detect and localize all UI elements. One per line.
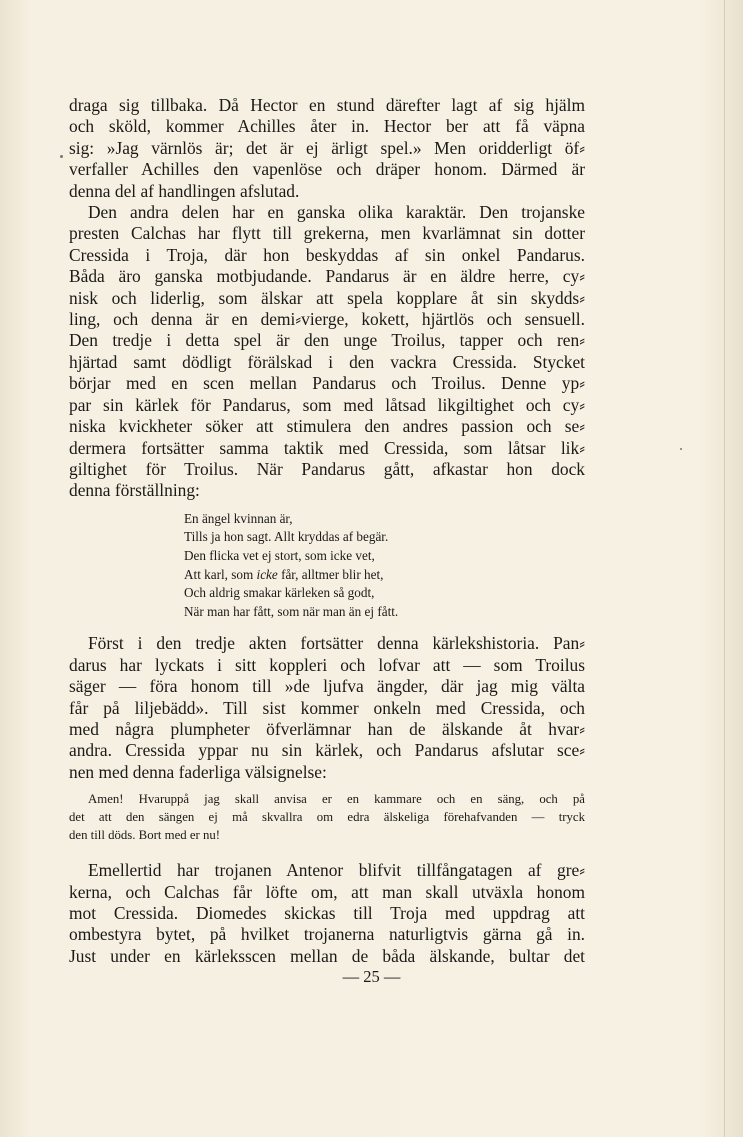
text-line: niska kvickheter söker att stimulera den andres passion och se⸗ xyxy=(69,416,585,437)
text-line: andra. Cressida yppar nu sin kärlek, och Pandarus afslutar sce⸗ xyxy=(69,740,585,761)
paragraph-4 xyxy=(69,860,585,967)
text-line: denna del af handlingen afslutad. xyxy=(69,180,300,201)
text-line: Båda äro ganska motbjudande. Pandarus är en äldre herre, cy⸗ xyxy=(69,266,585,287)
text-line: presten Calchas har flytt till grekerna, men kvarlämnat sin dotter xyxy=(69,223,585,244)
poem-line: När man har fått, som när man än ej fått. xyxy=(184,603,399,619)
text-line: nen med denna faderliga välsignelse: xyxy=(69,761,327,782)
text-line: Cressida i Troja, där hon beskyddas af sin onkel Pandarus. xyxy=(69,244,585,265)
quote-line: Amen! Hvaruppå jag skall anvisa er en kammare och en säng, och på xyxy=(88,792,585,807)
paragraph-2 xyxy=(69,202,585,502)
poem-line: Den flicka vet ej stort, som icke vet, xyxy=(184,547,375,563)
text-line: Den tredje i detta spel är den unge Troilus, tapper och ren⸗ xyxy=(69,330,585,351)
ink-speck xyxy=(60,155,63,158)
page-number: — 25 — xyxy=(342,967,401,986)
text-line: ling, och denna är en demi⸗vierge, kokett, hjärtlös och sensuell. xyxy=(69,309,585,330)
poem-line xyxy=(184,566,585,585)
text-column xyxy=(69,95,585,967)
text-line: Först i den tredje akten fortsätter denna kärlekshistoria. Pan⸗ xyxy=(88,633,585,654)
text-line: verfaller Achilles den vapenlöse och dräper honom. Därmed är xyxy=(69,159,585,180)
text-line: Just under en kärleksscen mellan de båda älskande, bultar det xyxy=(69,945,585,966)
text-line: ombestyra bytet, på hvilket trojanerna naturligtvis gärna gå in. xyxy=(69,924,585,945)
text-line: par sin kärlek för Pandarus, som med låtsad likgiltighet och cy⸗ xyxy=(69,394,585,415)
text-line: får på liljebädd». Till sist kommer onkeln med Cressida, och xyxy=(69,697,585,718)
text-line: hjärtad samt dödligt förälskad i den vackra Cressida. Stycket xyxy=(69,351,585,372)
text-line: sig: »Jag värnlös är; det är ej ärligt spel.» Men oridderligt öf⸗ xyxy=(69,137,585,158)
text-line: säger — föra honom till »de ljufva ängder, där jag mig välta xyxy=(69,676,585,697)
poem-line: En ängel kvinnan är, xyxy=(184,510,293,526)
ink-speck xyxy=(680,448,682,450)
text-line: nisk och liderlig, som älskar att spela kopplare åt sin skydds⸗ xyxy=(69,287,585,308)
text-line: draga sig tillbaka. Då Hector en stund därefter lagt af sig hjälm xyxy=(69,95,585,115)
poem-italic-word: icke xyxy=(256,566,278,582)
text-line: giltighet för Troilus. När Pandarus gått, afkastar hon dock xyxy=(69,458,585,479)
text-line: med några plumpheter öfverlämnar han de älskande åt hvar⸗ xyxy=(69,718,585,739)
text-line: och sköld, kommer Achilles åter in. Hector ber att få väpna xyxy=(69,116,585,137)
text-line: denna förställning: xyxy=(69,480,200,501)
text-line: dermera fortsätter samma taktik med Cressida, som låtsar lik⸗ xyxy=(69,437,585,458)
text-line: darus har lyckats i sitt koppleri och lofvar att — som Troilus xyxy=(69,654,585,675)
prose-quote xyxy=(69,790,585,844)
text-line: börjar med en scen mellan Pandarus och Troilus. Denne yp⸗ xyxy=(69,373,585,394)
quote-line: det att den sängen ej må skvallra om edra älskeliga förehafvanden — tryck xyxy=(69,810,585,825)
text-line: kerna, och Calchas får löfte om, att man skall utväxla honom xyxy=(69,881,585,902)
poem-text: Att karl, som xyxy=(184,566,257,582)
text-line: mot Cressida. Diomedes skickas till Troja med uppdrag att xyxy=(69,902,585,923)
quote-line: den till döds. Bort med er nu! xyxy=(69,828,221,843)
poem-block xyxy=(184,510,585,622)
paragraph-3 xyxy=(69,633,585,783)
poem-line: Och aldrig smakar kärleken så godt, xyxy=(184,585,375,601)
text-line: Emellertid har trojanen Antenor blifvit tillfångatagen af gre⸗ xyxy=(88,860,585,881)
text-line: Den andra delen har en ganska olika karaktär. Den trojanske xyxy=(88,202,585,223)
poem-line: Tills ja hon sagt. Allt kryddas af begär. xyxy=(184,529,389,545)
paragraph-1 xyxy=(69,95,585,202)
poem-text: får, alltmer blir het, xyxy=(277,566,384,582)
